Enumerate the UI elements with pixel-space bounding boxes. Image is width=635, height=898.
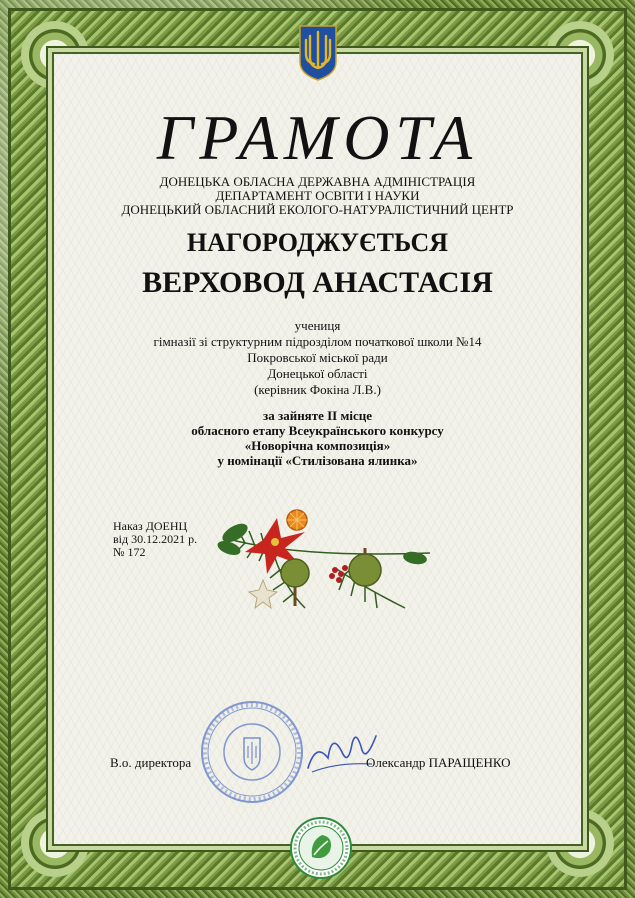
certificate-title: ГРАМОТА [156, 102, 479, 173]
signatory-name: Олександр ПАРАЩЕНКО [366, 755, 511, 770]
organization-line: ДОНЕЦЬКА ОБЛАСНА ДЕРЖАВНА АДМІНІСТРАЦІЯ [159, 174, 476, 189]
details-line: Донецької області [267, 366, 368, 381]
trident-coat-of-arms-icon [298, 24, 338, 82]
organization-line: ДОНЕЦЬКИЙ ОБЛАСНИЙ ЕКОЛОГО-НАТУРАЛІСТИЧНИЙ ЦЕНТР [121, 202, 514, 217]
recipient-details [0, 318, 635, 398]
reason-line: «Новорічна композиція» [244, 438, 391, 453]
handwritten-signature [302, 722, 382, 782]
organization-line: ДЕПАРТАМЕНТ ОСВІТИ І НАУКИ [215, 188, 420, 203]
award-heading: НАГОРОДЖУЄТЬСЯ [186, 228, 449, 257]
details-line: учениця [294, 318, 341, 333]
christmas-ornament-decoration [215, 498, 440, 618]
reason-line: обласного етапу Всеукраїнського конкурсу [191, 423, 444, 438]
recipient-name: ВЕРХОВОД АНАСТАСІЯ [142, 266, 493, 299]
award-reason [0, 408, 635, 468]
reason-line: за зайняте ІІ місце [263, 408, 372, 423]
details-line: гімназії зі структурним підрозділом початкової школи №14 [153, 334, 482, 349]
signature-title: В.о. директора [110, 755, 192, 770]
order-line: № 172 [113, 545, 146, 559]
official-round-stamp [200, 700, 304, 804]
eco-center-logo-icon [290, 817, 352, 879]
reason-line: у номінації «Стилізована ялинка» [217, 453, 418, 468]
details-line: (керівник Фокіна Л.В.) [254, 382, 381, 397]
details-line: Покровської міської ради [247, 350, 388, 365]
order-line: Наказ ДОЕНЦ [113, 519, 188, 533]
issuing-organization [0, 175, 635, 217]
order-reference [113, 520, 197, 559]
order-line: від 30.12.2021 р. [113, 532, 198, 546]
